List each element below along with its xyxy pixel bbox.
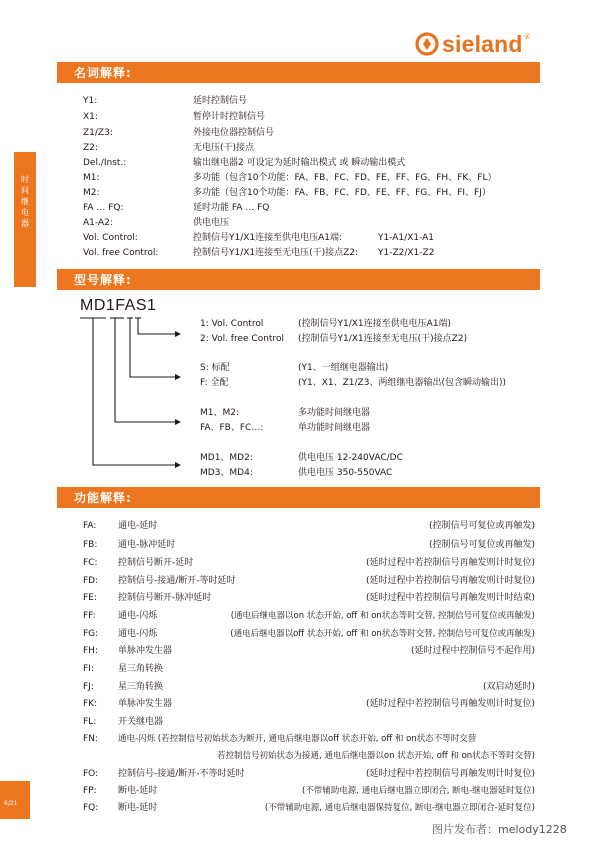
term-desc: 多功能（包含10个功能：FA、FB、FC、FD、FE、FF、FG、FH、FK、FL） [193,173,497,183]
model-option-label: F: 全配 [200,378,229,388]
function-note: (不带辅助电源, 通电后继电器保持复位, 断电-继电器立即闭合-延时复位) [264,803,535,813]
function-note: (控制信号可复位或再触发) [428,540,535,550]
function-code: FQ: [83,803,99,813]
function-note: (延时过程中若控制信号再触发则计时复位) [365,576,535,586]
model-section-bar [57,269,540,290]
function-name: 控制信号-接通/断开-等时延时 [118,576,236,586]
term-desc: 延时控制信号 [193,96,248,106]
model-option-desc: (Y1、一组继电器输出) [298,363,389,373]
term-desc: 无电压(干)接点 [193,143,255,153]
function-note: (双启动延时) [482,682,535,692]
term-extra: Y1-Z2/X1-Z2 [378,248,435,258]
function-code: FF: [83,611,96,621]
term-desc: 外接电位器控制信号 [193,128,275,138]
function-name: 断电-延时 [118,803,158,813]
function-section-bar [57,487,540,508]
function-name: 单脉冲发生器 [118,646,173,656]
function-name: 星三角转换 [118,664,164,674]
function-name: 通电-延时 [118,521,158,531]
function-code: FB: [83,540,98,550]
term-key: M1: [83,173,100,183]
function-code: FA: [83,521,97,531]
model-option-desc: 单功能时间继电器 [298,423,371,433]
function-code: FL: [83,717,97,727]
function-note: (通电后继电器以on 状态开始, off 和 on状态等时交替, 控制信号可复位或再触发) [230,611,535,621]
model-option-label: M1、M2: [200,408,240,418]
term-desc: 多功能（包含10个功能：FA、FB、FC、FD、FE、FF、FG、FH、FI、FJ） [193,188,491,198]
function-name: 通电-闪烁 (若控制信号初始状态为断开, 通电后继电器以off 状态开始, off 和 on状态不等时交替 [118,734,477,744]
function-note: (延时过程中若控制信号再触发则计时结束) [365,593,535,603]
function-name: 通电-脉冲延时 [118,540,176,550]
model-section-title: 型号解释: [74,273,132,287]
model-option-desc: 供电电压 350-550VAC [298,468,393,478]
model-option-desc: (控制信号Y1/X1连接至无电压(干)接点Z2) [298,334,468,344]
function-code: FD: [83,576,99,586]
publisher-watermark: 图片发布者：melody1228 [432,823,567,836]
term-key: Y1: [83,96,98,106]
model-code: MD1FAS1 [80,297,157,314]
function-code: FN: [83,734,98,744]
page-number-tab [0,781,30,819]
function-name: 单脉冲发生器 [118,699,173,709]
function-note: (延时过程中若控制信号再触发则计时复位) [365,769,535,779]
function-code: FP: [83,786,97,796]
function-note: (通电后继电器以off 状态开始, off 和 on状态等时交替, 控制信号可复位或再触发) [230,629,535,639]
function-name: 星三角转换 [118,682,164,692]
side-category-label: 时 间 继 电 器 [21,175,29,228]
registered-mark: ® [523,33,531,41]
function-note: (延时过程中控制信号不起作用) [410,646,535,656]
function-name: 通电-闪烁 [118,611,158,621]
function-name: 开关继电器 [118,717,164,727]
function-code: FH: [83,646,98,656]
function-note: (不带辅助电源, 通电后继电器立即闭合, 断电-继电器延时复位) [301,786,535,796]
function-name: 断电-延时 [118,786,158,796]
function-code: FG: [83,629,99,639]
page-number: 6/21 [4,800,18,807]
brand-name: sieland [442,30,523,57]
term-desc: 延时功能 FA … FQ [193,203,270,213]
term-key: Z1/Z3: [83,128,113,138]
term-extra: Y1-A1/X1-A1 [378,233,435,243]
term-key: Z2: [83,143,98,153]
term-key: M2: [83,188,100,198]
function-code: FI: [83,664,94,674]
side-category-tab [14,152,36,287]
function-note: (延时过程中若控制信号再触发则计时复位) [365,699,535,709]
sieland-logo-icon [415,32,439,56]
model-option-label: MD3、MD4: [200,468,253,478]
term-desc: 控制信号Y1/X1连接至供电电压A1端: [193,233,343,243]
brand-logo [415,30,531,58]
model-option-desc: 供电电压 12-240VAC/DC [298,453,403,463]
function-name: 控制信号断开-脉冲延时 [118,593,212,603]
model-option-label: S: 标配 [200,363,230,373]
term-key: X1: [83,112,98,122]
function-code: FC: [83,558,98,568]
function-note: (控制信号可复位或再触发) [428,521,535,531]
term-desc: 控制信号Y1/X1连接至无电压(干)接点Z2: [193,248,359,258]
function-code: FJ: [83,682,94,692]
term-desc: 暂停计时控制信号 [193,112,266,122]
model-option-desc: (控制信号Y1/X1连接至供电电压A1端) [298,319,452,329]
function-name: 通电-闪烁 [118,629,158,639]
term-desc: 供电电压 [193,218,230,228]
term-desc: 输出继电器2 可设定为延时输出模式 或 瞬动输出模式 [193,158,406,168]
terms-section-title: 名词解释: [74,66,132,80]
function-code: FO: [83,769,99,779]
term-key: Del./Inst.: [83,158,127,168]
model-option-desc: 多功能时间继电器 [298,408,371,418]
model-option-desc: (Y1、X1、Z1/Z3、两组继电器输出(包含瞬动输出)) [298,378,506,388]
term-key: Vol. Control: [83,233,138,243]
model-option-label: 2: Vol. free Control [200,334,284,344]
term-key: Vol. free Control: [83,248,159,258]
function-code: FK: [83,699,98,709]
function-code: FE: [83,593,97,603]
model-option-label: FA、FB、FC…: [200,423,264,433]
term-key: FA … FQ: [83,203,124,213]
model-option-label: 1: Vol. Control [200,319,264,329]
function-note: (延时过程中若控制信号再触发则计时复位) [365,558,535,568]
term-key: A1-A2: [83,218,113,228]
terms-section-bar [57,62,540,83]
function-note: 若控制信号初始状态为接通, 通电后继电器以on 状态开始, off 和 on状态不等时交替) [217,751,535,761]
function-name: 控制信号断开-延时 [118,558,194,568]
function-name: 控制信号-接通/断开-不等时延时 [118,769,245,779]
model-option-label: MD1、MD2: [200,453,253,463]
function-section-title: 功能解释: [74,491,132,505]
